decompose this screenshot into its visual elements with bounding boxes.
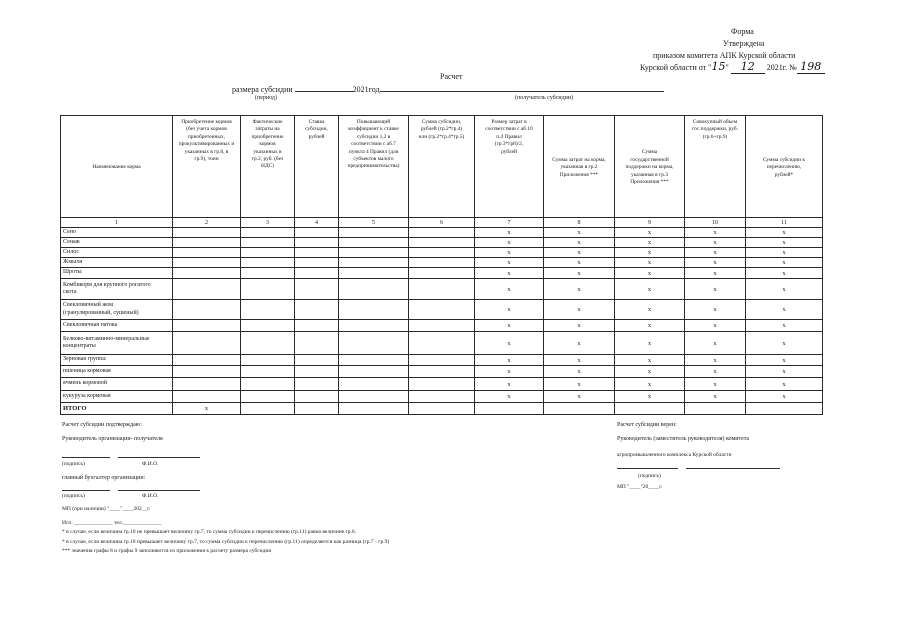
accountant-name-caption: Ф.И.О. — [142, 493, 159, 499]
table-cell-col-5[interactable] — [339, 248, 409, 258]
table-cell-col-4[interactable] — [295, 258, 339, 268]
feed-name-cell: Шроты — [61, 268, 173, 279]
table-cell-col-3[interactable] — [241, 332, 295, 355]
head-signature-line[interactable] — [62, 457, 110, 458]
table-cell-col-4[interactable] — [295, 332, 339, 355]
table-cell-col-6[interactable] — [409, 403, 475, 415]
table-cell-col-8: x — [544, 355, 615, 366]
table-cell-col-6[interactable] — [409, 378, 475, 391]
table-cell-col-6[interactable] — [409, 332, 475, 355]
table-cell-col-3[interactable] — [241, 355, 295, 366]
verified-heading: Расчет субсидии верен: — [617, 422, 677, 428]
subtitle-year: 2021год — [352, 85, 380, 94]
column-header-7: Размер затрат в соответствии с аб.10 п.4 Правил (гр.3*гр8)/2, рублей — [475, 116, 544, 218]
table-cell-col-3[interactable] — [241, 366, 295, 378]
table-cell-col-9: x — [615, 268, 685, 279]
table-cell-col-7: x — [475, 268, 544, 279]
table-cell-col-11: x — [746, 238, 823, 248]
table-cell-col-5[interactable] — [339, 228, 409, 238]
period-caption: (период) — [255, 95, 277, 101]
table-row — [61, 366, 823, 378]
table-cell-col-3[interactable] — [241, 403, 295, 415]
table-cell-col-6[interactable] — [409, 320, 475, 332]
accountant-name-line[interactable] — [118, 490, 200, 491]
table-cell-col-8[interactable] — [544, 403, 615, 415]
table-cell-col-7: x — [475, 248, 544, 258]
table-cell-col-10[interactable] — [685, 403, 746, 415]
column-number: 5 — [339, 218, 409, 228]
column-number: 10 — [685, 218, 746, 228]
table-cell-col-5[interactable] — [339, 355, 409, 366]
table-cell-col-6[interactable] — [409, 391, 475, 403]
table-cell-col-6[interactable] — [409, 258, 475, 268]
table-row — [61, 391, 823, 403]
feed-name-cell: ячмень кормовой — [61, 378, 173, 391]
column-header-2: Приобретение кормов (без учета кормов приобретенных, прокультивированных и указанных в гр.8, в гр.9), тонн — [173, 116, 241, 218]
feed-name-cell: Жмыхи — [61, 258, 173, 268]
table-cell-col-7: x — [475, 279, 544, 300]
table-cell-col-4[interactable] — [295, 355, 339, 366]
table-cell-col-10: x — [685, 366, 746, 378]
table-cell-col-5[interactable] — [339, 332, 409, 355]
table-cell-col-6[interactable] — [409, 268, 475, 279]
footnote-2: * в случае, если величина гр.10 превышает величину гр.7, то сумма субсидии к перечислению (гр.11) определяется как разница (гр.7 - гр.9) — [62, 539, 390, 545]
feed-name-cell: Силос — [61, 248, 173, 258]
table-cell-col-11: x — [746, 258, 823, 268]
committee-signature-line[interactable] — [617, 468, 678, 469]
table-cell-col-3[interactable] — [241, 378, 295, 391]
table-cell-col-2[interactable] — [173, 378, 241, 391]
feed-name-cell: Зерновая группа: — [61, 355, 173, 366]
column-number: 1 — [61, 218, 173, 228]
head-signature-caption: (подпись) — [62, 461, 85, 467]
table-cell-col-9: x — [615, 320, 685, 332]
feed-name-cell: Белково-витаминно-минеральные концентраты — [61, 332, 173, 355]
column-number: 4 — [295, 218, 339, 228]
feed-name-cell: Свекловичный жом (гранулированный, сушеный) — [61, 300, 173, 320]
table-cell-col-10: x — [685, 391, 746, 403]
column-number: 6 — [409, 218, 475, 228]
table-cell-col-4[interactable] — [295, 279, 339, 300]
head-name-line[interactable] — [118, 457, 200, 458]
table-row — [61, 378, 823, 391]
table-cell-col-6[interactable] — [409, 366, 475, 378]
table-cell-col-8: x — [544, 238, 615, 248]
table-cell-col-3[interactable] — [241, 320, 295, 332]
table-cell-col-9: x — [615, 378, 685, 391]
table-cell-col-5[interactable] — [339, 320, 409, 332]
table-row — [61, 320, 823, 332]
table-cell-col-11: x — [746, 332, 823, 355]
order-date-prefix: Курской области от " — [640, 63, 712, 72]
recipient-blank[interactable] — [380, 84, 664, 92]
table-cell-col-8: x — [544, 391, 615, 403]
column-header-8: Сумма затрат на корма, указанная в гр.2 Приложения *** — [544, 116, 615, 218]
table-cell-col-2[interactable] — [173, 366, 241, 378]
table-cell-col-7: x — [475, 238, 544, 248]
table-cell-col-11[interactable] — [746, 403, 823, 415]
table-cell-col-7[interactable] — [475, 403, 544, 415]
table-cell-col-5[interactable] — [339, 403, 409, 415]
table-cell-col-3[interactable] — [241, 279, 295, 300]
table-cell-col-9: x — [615, 279, 685, 300]
table-cell-col-8: x — [544, 248, 615, 258]
column-header-6: Сумма субсидии, рублей (гр.2*гр.4) или (гр.2*гр.4*гр.5) — [409, 116, 475, 218]
subtitle-prefix: размера субсидии — [232, 85, 293, 94]
feed-name-cell: Сенаж — [61, 238, 173, 248]
table-row — [61, 355, 823, 366]
table-cell-col-10: x — [685, 279, 746, 300]
column-header-4: Ставка субсидии, рублей — [295, 116, 339, 218]
table-cell-col-11: x — [746, 248, 823, 258]
feed-name-cell: Свекловичная патока — [61, 320, 173, 332]
document-title: Расчет — [440, 72, 463, 81]
table-cell-col-11: x — [746, 355, 823, 366]
accountant-signature-line[interactable] — [62, 490, 110, 491]
table-cell-col-9[interactable] — [615, 403, 685, 415]
table-cell-col-10: x — [685, 320, 746, 332]
table-cell-col-6[interactable] — [409, 300, 475, 320]
table-cell-col-3[interactable] — [241, 391, 295, 403]
table-cell-col-5[interactable] — [339, 238, 409, 248]
feed-name-cell: пшеница кормовая — [61, 366, 173, 378]
table-cell-col-10: x — [685, 268, 746, 279]
footnote-3: *** значения графы 8 и графы 9 заполняются из приложения к расчету размера субсидии — [62, 548, 272, 554]
table-cell-col-2[interactable] — [173, 332, 241, 355]
table-cell-col-7: x — [475, 300, 544, 320]
table-cell-col-2[interactable] — [173, 248, 241, 258]
column-number: 7 — [475, 218, 544, 228]
table-cell-col-8: x — [544, 300, 615, 320]
table-row — [61, 268, 823, 279]
table-cell-col-4[interactable] — [295, 300, 339, 320]
table-cell-col-2[interactable] — [173, 391, 241, 403]
table-cell-col-10: x — [685, 248, 746, 258]
committee-signature-caption: (подпись) — [638, 473, 661, 479]
period-blank[interactable] — [295, 84, 353, 92]
order-date-line — [640, 60, 825, 74]
table-cell-col-10: x — [685, 228, 746, 238]
left-stamp-date: МП (при наличии) "____"____202__г. — [62, 506, 151, 512]
table-row — [61, 279, 823, 300]
table-cell-col-2[interactable] — [173, 258, 241, 268]
table-cell-col-7: x — [475, 355, 544, 366]
table-cell-col-3[interactable] — [241, 248, 295, 258]
table-cell-col-9: x — [615, 300, 685, 320]
table-cell-col-10: x — [685, 355, 746, 366]
table-row — [61, 248, 823, 258]
accountant-signature-caption: (подпись) — [62, 493, 85, 499]
table-cell-col-3[interactable] — [241, 258, 295, 268]
table-cell-col-6[interactable] — [409, 279, 475, 300]
confirm-heading: Расчет субсидии подтверждаю: — [62, 422, 142, 428]
table-cell-col-7: x — [475, 320, 544, 332]
table-cell-col-11: x — [746, 320, 823, 332]
table-cell-col-11: x — [746, 378, 823, 391]
committee-role-line2: агропромышленного комплекса Курской области — [617, 452, 732, 458]
table-cell-col-4[interactable] — [295, 268, 339, 279]
table-cell-col-8: x — [544, 320, 615, 332]
table-cell-col-7: x — [475, 228, 544, 238]
table-cell-col-8: x — [544, 366, 615, 378]
table-cell-col-5[interactable] — [339, 366, 409, 378]
table-row — [61, 332, 823, 355]
table-cell-col-5[interactable] — [339, 279, 409, 300]
footnote-1: * в случае, если величина гр.10 не превышает величину гр.7, то сумма субсидии к перечислению (гр.11) равна величине гр.6. — [62, 529, 357, 535]
table-cell-col-7: x — [475, 258, 544, 268]
column-header-9: Сумма государственной поддержки на корма, указанная в гр.3 Приложения *** — [615, 116, 685, 218]
table-row — [61, 238, 823, 248]
table-row — [61, 403, 823, 415]
table-cell-col-2: x — [173, 403, 241, 415]
table-cell-col-8: x — [544, 268, 615, 279]
table-cell-col-4[interactable] — [295, 366, 339, 378]
head-role-label: Руководитель организации- получателя — [62, 436, 163, 442]
order-month-handwritten: 12 — [731, 60, 765, 74]
right-stamp-date: МП "____"20____г. — [617, 484, 663, 490]
order-year-number-label: 2021г. № — [766, 63, 797, 72]
feed-name-cell: кукуруза кормовая — [61, 391, 173, 403]
table-cell-col-11: x — [746, 366, 823, 378]
table-cell-col-9: x — [615, 332, 685, 355]
committee-role-line1: Руководитель (заместитель руководителя) комитета — [617, 436, 750, 442]
table-cell-col-10: x — [685, 258, 746, 268]
feed-name-cell: Комбикорм для крупного рогатого скота — [61, 279, 173, 300]
column-header-5: Повышающий коэффициент к ставке субсидии 1,2 в соответствии с аб.7 пункта 4 Правил (для субъектов малого предпринимательства) — [339, 116, 409, 218]
column-header-3: Фактические затраты на приобретение кормов указанных в гр.2, руб. (без НДС) — [241, 116, 295, 218]
table-cell-col-3[interactable] — [241, 228, 295, 238]
order-day-handwritten: 15 — [711, 60, 726, 73]
column-header-10: Совокупный объем гос.поддержки, руб. (гр.6+гр.9) — [685, 116, 746, 218]
table-cell-col-11: x — [746, 300, 823, 320]
table-cell-col-2[interactable] — [173, 279, 241, 300]
table-cell-col-11: x — [746, 279, 823, 300]
table-cell-col-5[interactable] — [339, 268, 409, 279]
table-cell-col-8: x — [544, 332, 615, 355]
head-name-caption: Ф.И.О. — [142, 461, 159, 467]
table-cell-col-7: x — [475, 332, 544, 355]
table-cell-col-4[interactable] — [295, 320, 339, 332]
order-day-close: " — [725, 63, 729, 72]
accountant-role-label: главный бухгалтер организации: — [62, 475, 146, 481]
table-cell-col-4[interactable] — [295, 403, 339, 415]
column-number: 9 — [615, 218, 685, 228]
table-cell-col-7: x — [475, 391, 544, 403]
column-header-11: Сумма субсидии к перечислению, рублей* — [746, 116, 823, 218]
table-cell-col-7: x — [475, 366, 544, 378]
table-row — [61, 300, 823, 320]
feed-name-cell: Сено — [61, 228, 173, 238]
subsidy-calculation-table — [60, 115, 823, 415]
table-cell-col-9: x — [615, 366, 685, 378]
table-cell-col-6[interactable] — [409, 228, 475, 238]
table-cell-col-4[interactable] — [295, 378, 339, 391]
table-cell-col-11: x — [746, 268, 823, 279]
table-cell-col-9: x — [615, 355, 685, 366]
table-cell-col-2[interactable] — [173, 320, 241, 332]
form-label: Форма — [731, 27, 754, 36]
table-cell-col-6[interactable] — [409, 248, 475, 258]
table-cell-col-6[interactable] — [409, 238, 475, 248]
executor-line: Исп. ______________ тел.______________ — [62, 520, 162, 526]
table-cell-col-8: x — [544, 258, 615, 268]
recipient-caption: (получатель субсидии) — [515, 95, 574, 101]
table-cell-col-11: x — [746, 391, 823, 403]
table-row — [61, 258, 823, 268]
table-cell-col-11: x — [746, 228, 823, 238]
table-cell-col-9: x — [615, 391, 685, 403]
column-number: 8 — [544, 218, 615, 228]
column-number: 2 — [173, 218, 241, 228]
table-cell-col-4[interactable] — [295, 391, 339, 403]
table-cell-col-9: x — [615, 258, 685, 268]
column-number: 3 — [241, 218, 295, 228]
table-body — [61, 228, 823, 415]
table-cell-col-10: x — [685, 238, 746, 248]
table-cell-col-3[interactable] — [241, 238, 295, 248]
table-cell-col-8: x — [544, 228, 615, 238]
table-cell-col-5[interactable] — [339, 300, 409, 320]
table-cell-col-9: x — [615, 228, 685, 238]
column-number-row — [61, 218, 823, 228]
header-row — [61, 116, 823, 218]
table-cell-col-3[interactable] — [241, 268, 295, 279]
table-cell-col-5[interactable] — [339, 378, 409, 391]
table-cell-col-6[interactable] — [409, 355, 475, 366]
order-line: приказом комитета АПК Курской области — [653, 51, 796, 60]
table-cell-col-5[interactable] — [339, 258, 409, 268]
table-cell-col-8: x — [544, 378, 615, 391]
table-cell-col-2[interactable] — [173, 355, 241, 366]
column-header-1: Наименование корма — [61, 116, 173, 218]
feed-name-cell: ИТОГО — [61, 403, 173, 415]
table-cell-col-4[interactable] — [295, 248, 339, 258]
approved-label: Утверждена — [723, 39, 765, 48]
table-cell-col-10: x — [685, 300, 746, 320]
table-cell-col-10: x — [685, 332, 746, 355]
table-row — [61, 228, 823, 238]
table-cell-col-3[interactable] — [241, 300, 295, 320]
table-cell-col-2[interactable] — [173, 268, 241, 279]
table-cell-col-8: x — [544, 279, 615, 300]
table-cell-col-2[interactable] — [173, 228, 241, 238]
table-cell-col-2[interactable] — [173, 300, 241, 320]
table-cell-col-7: x — [475, 378, 544, 391]
table-cell-col-4[interactable] — [295, 238, 339, 248]
table-cell-col-10: x — [685, 378, 746, 391]
committee-name-line[interactable] — [686, 468, 780, 469]
column-number: 11 — [746, 218, 823, 228]
order-number-handwritten: 198 — [797, 60, 825, 74]
subtitle-line — [232, 84, 664, 94]
table-cell-col-4[interactable] — [295, 228, 339, 238]
table-cell-col-2[interactable] — [173, 238, 241, 248]
table-cell-col-9: x — [615, 248, 685, 258]
table-cell-col-5[interactable] — [339, 391, 409, 403]
table-cell-col-9: x — [615, 238, 685, 248]
